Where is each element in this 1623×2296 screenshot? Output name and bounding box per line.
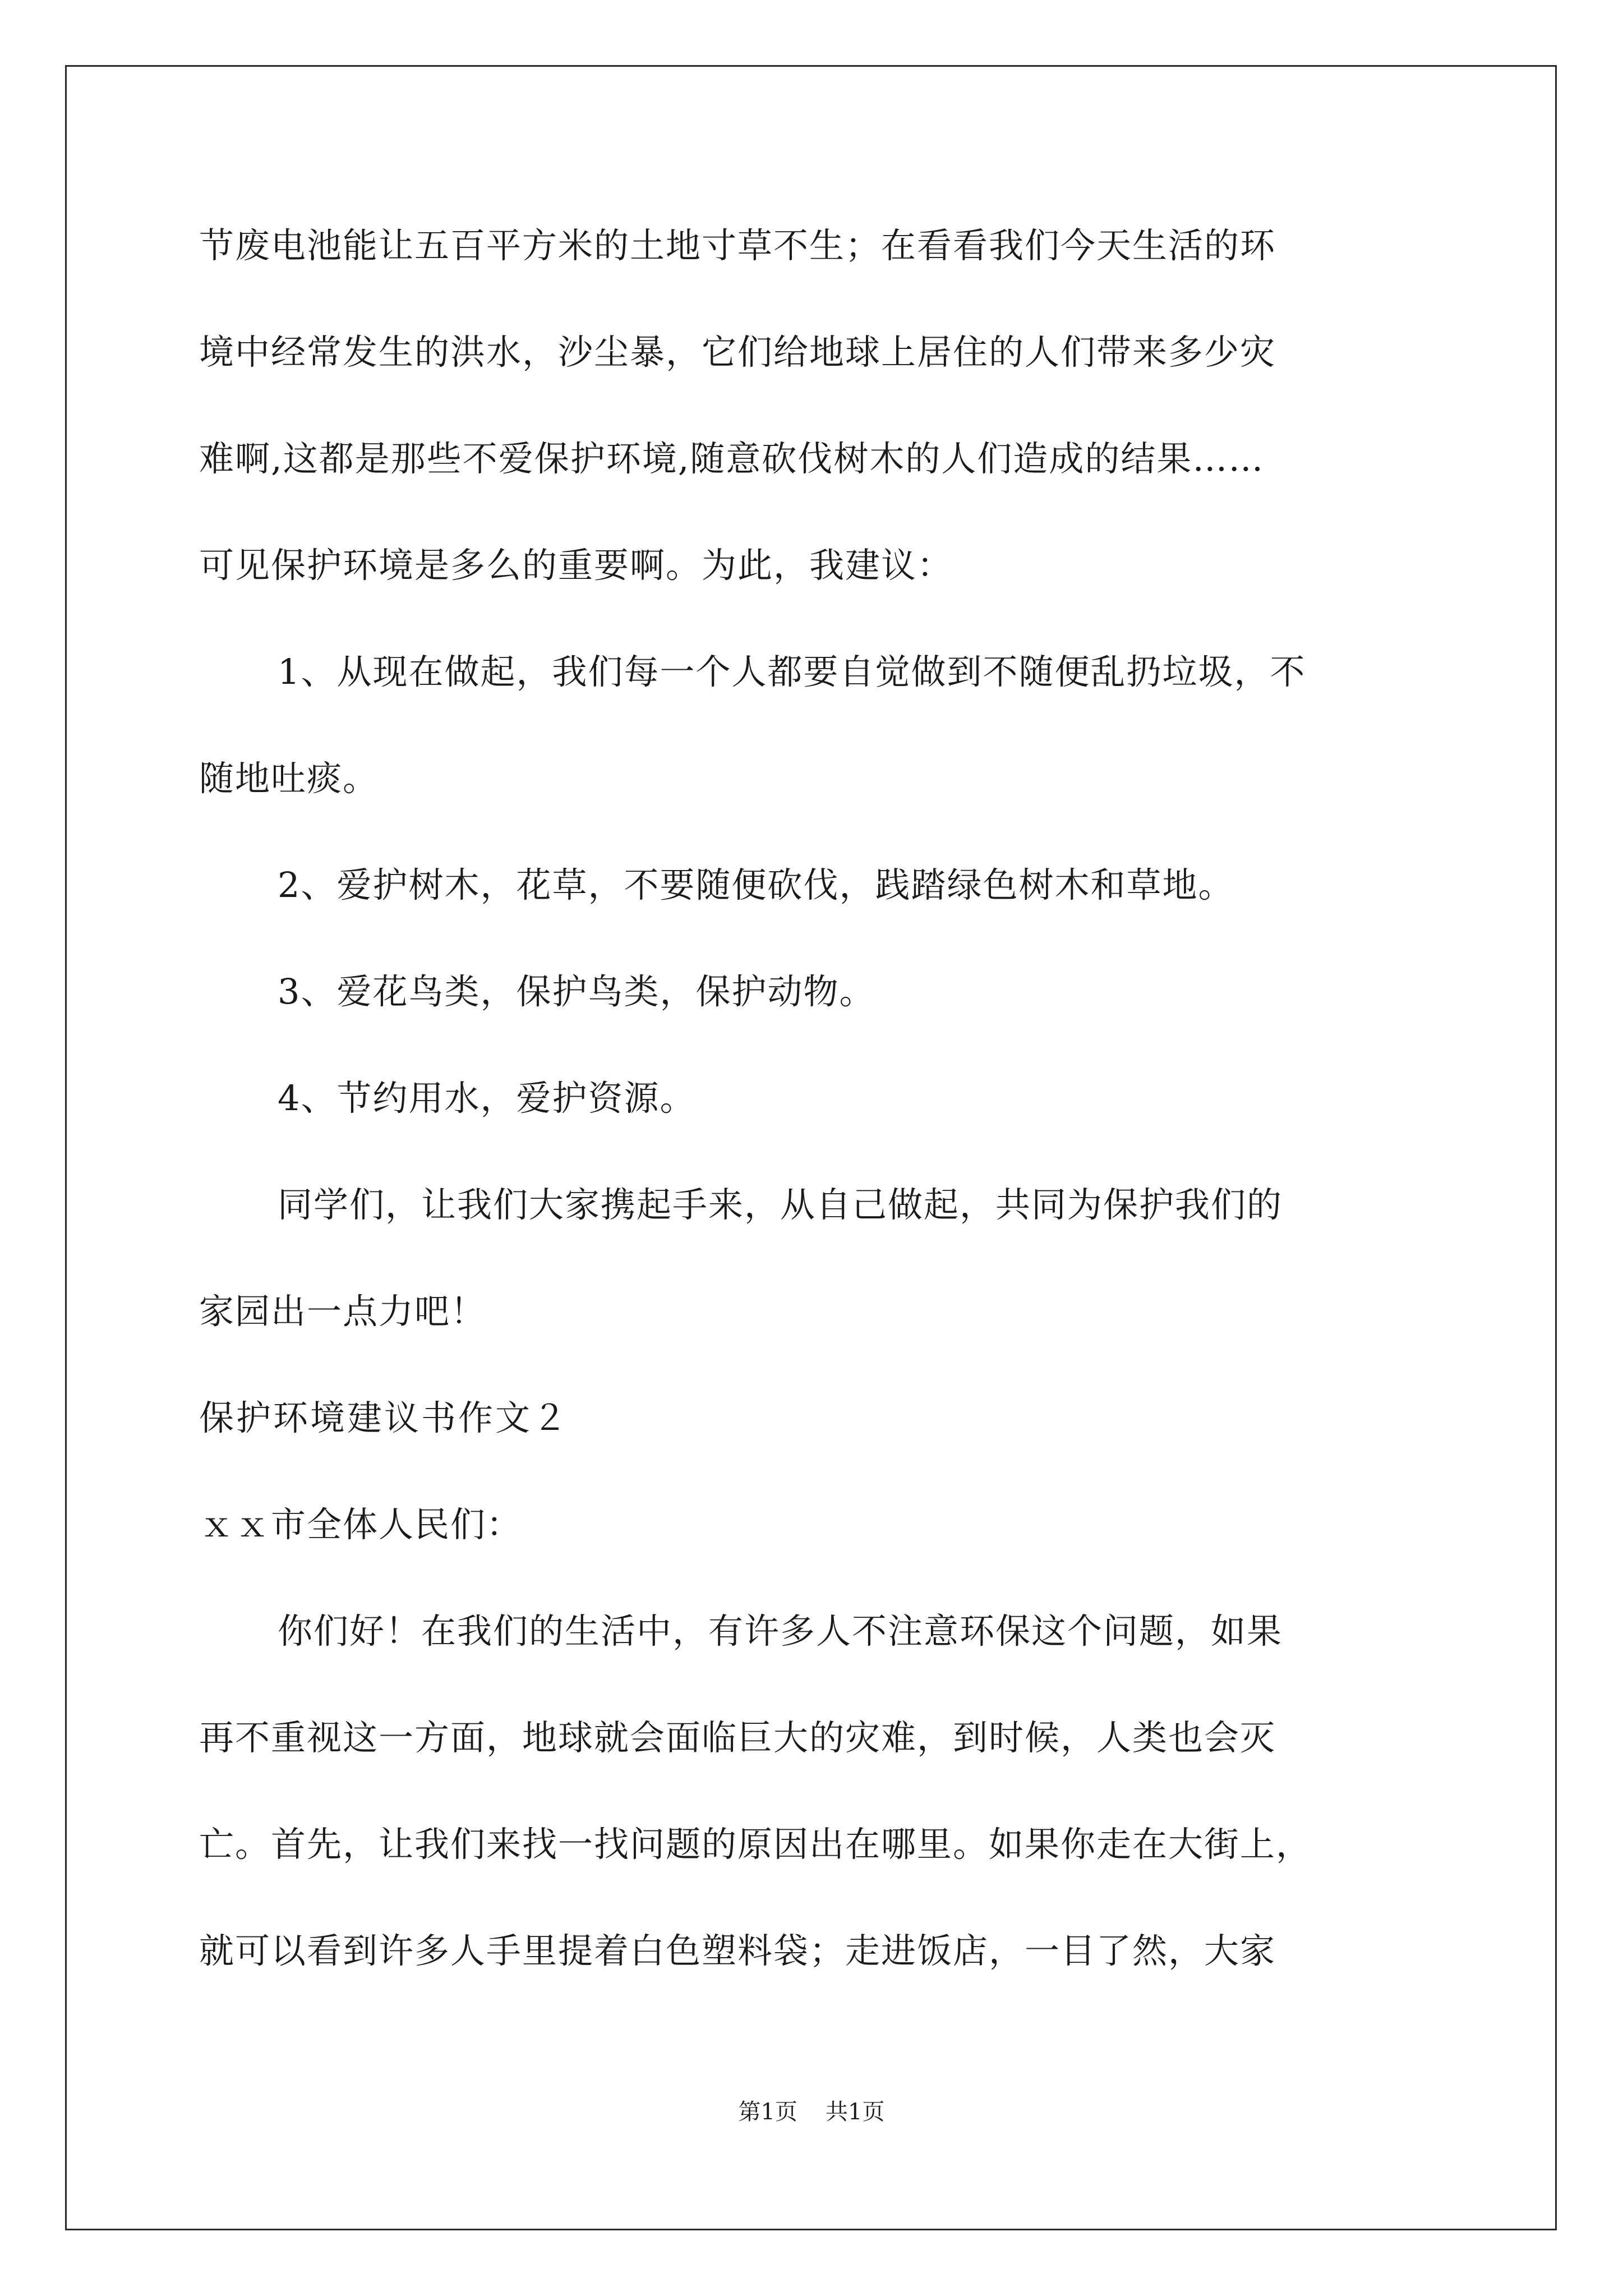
text-line: 难啊,这都是那些不爱保护环境,随意砍伐树木的人们造成的结果……: [199, 438, 1265, 479]
salutation: ｘｘ市全体人民们：: [199, 1504, 523, 1545]
text-line: 亡。首先，让我们来找一找问题的原因出在哪里。如果你走在大街上，: [199, 1824, 1312, 1865]
section-title: 保护环境建议书作文２: [199, 1397, 570, 1438]
page-total: 共1页: [826, 2099, 885, 2125]
page-number: 第1页: [738, 2099, 797, 2125]
text-line: 再不重视这一方面，地球就会面临巨大的灾难，到时候，人类也会灭: [199, 1717, 1276, 1758]
list-item-1-line: 1、从现在做起，我们每一个人都要自觉做到不随便乱扔垃圾，不: [278, 651, 1306, 692]
text-line: 节废电池能让五百平方米的土地寸草不生；在看看我们今天生活的环: [199, 225, 1276, 266]
list-item-2: 2、爱护树木，花草，不要随便砍伐，践踏绿色树木和草地。: [278, 864, 1234, 905]
closing-paragraph-line: 同学们，让我们大家携起手来，从自己做起，共同为保护我们的: [278, 1184, 1283, 1225]
text-line: 可见保护环境是多么的重要啊。为此，我建议：: [199, 545, 953, 586]
text-line: 随地吐痰。: [199, 758, 379, 799]
page-frame: [65, 65, 1557, 2230]
list-item-3: 3、爱花鸟类，保护鸟类，保护动物。: [278, 971, 875, 1012]
page-footer: [0, 2098, 1623, 2126]
list-item-4: 4、节约用水，爱护资源。: [278, 1078, 696, 1119]
text-line: 就可以看到许多人手里提着白色塑料袋；走进饭店，一目了然，大家: [199, 1930, 1276, 1971]
paragraph-start-line: 你们好！在我们的生活中，有许多人不注意环保这个问题，如果: [278, 1611, 1283, 1651]
text-line: 境中经常发生的洪水，沙尘暴，它们给地球上居住的人们带来多少灾: [199, 332, 1276, 372]
text-line: 家园出一点力吧！: [199, 1291, 487, 1332]
